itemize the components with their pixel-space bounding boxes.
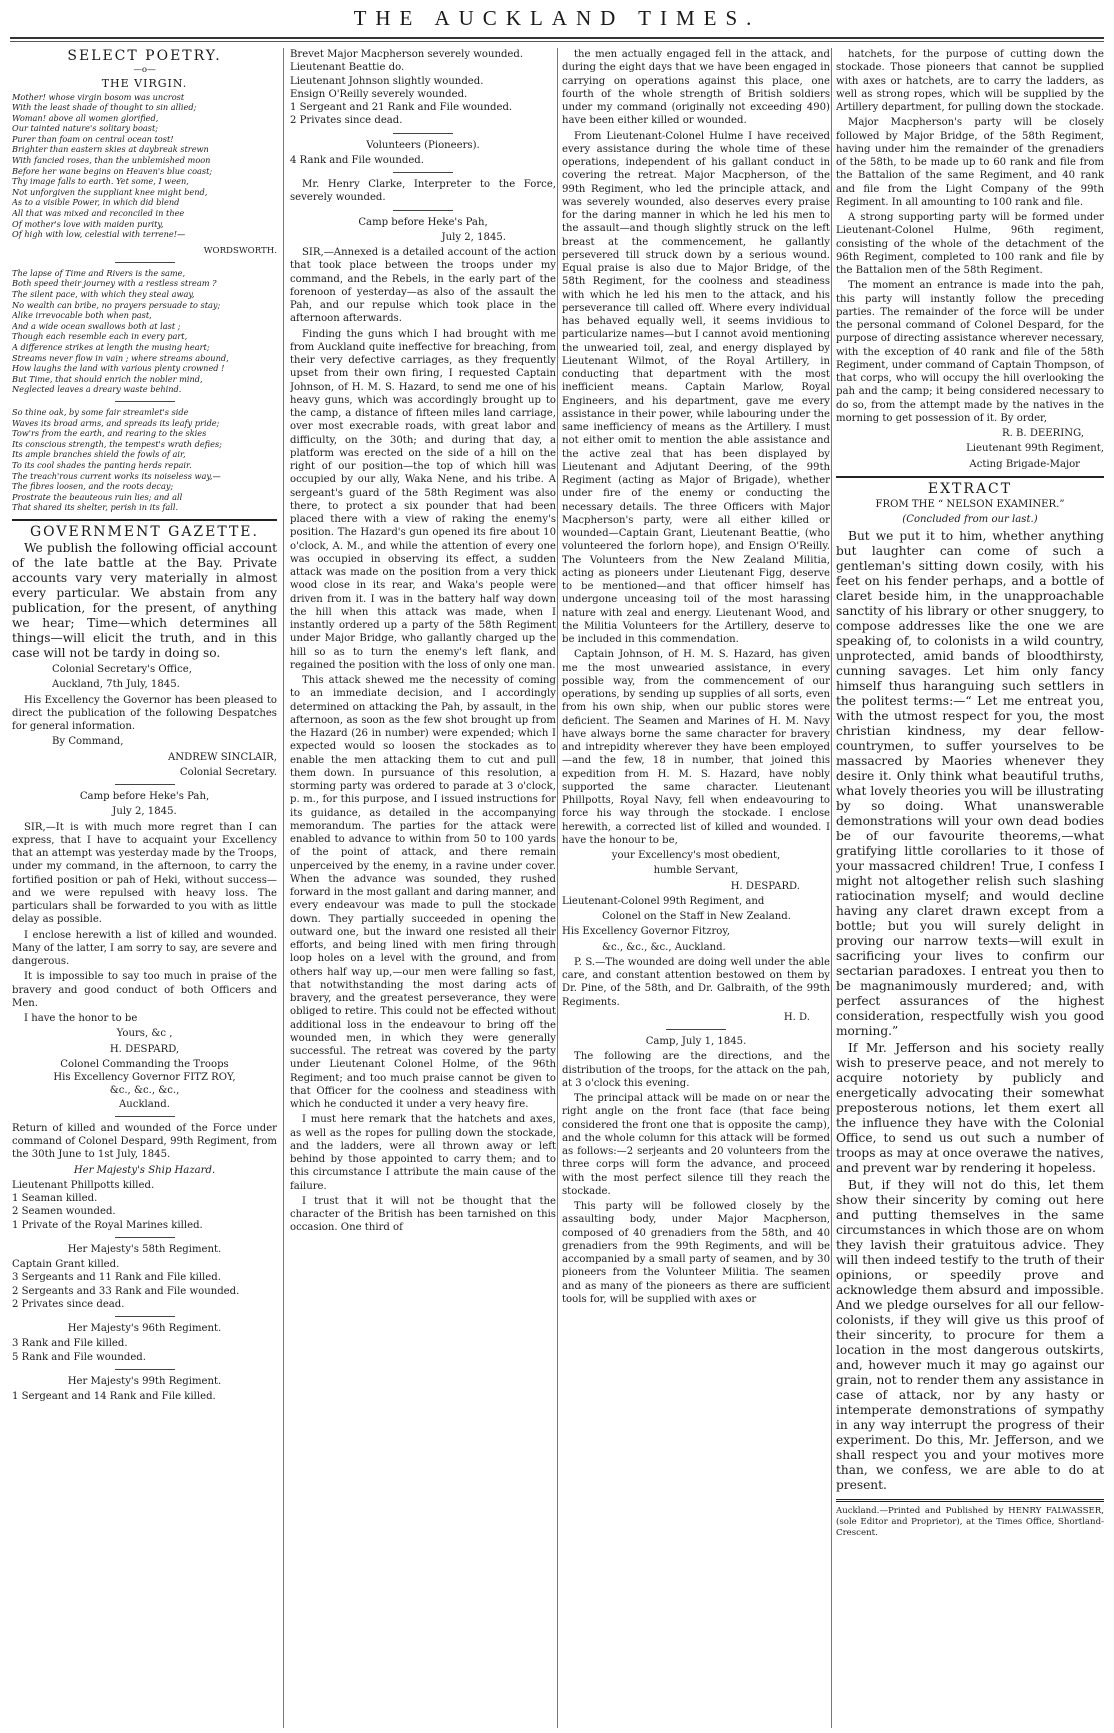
signature-line: &c., &c., &c., Auckland.	[602, 941, 726, 953]
column-divider	[831, 48, 832, 1728]
signatory-title: Lieutenant 99th Regiment,	[966, 443, 1104, 455]
casualty-line: Lieutenant Phillpotts killed.	[12, 1179, 155, 1191]
poem-line: All that was mixed and reconciled in thee	[12, 208, 185, 219]
casualty-line: 1 Sergeant and 14 Rank and File killed.	[12, 1391, 216, 1403]
poem-virgin	[12, 92, 277, 240]
poem-line: Of mother's love with maiden purity,	[12, 218, 164, 229]
poem-line: Its conscious strength, the tempest's wrath defies;	[12, 438, 222, 449]
poem-line: The treach'rous current works its noiseless way,—	[12, 470, 221, 481]
closing: humble Servant,	[653, 865, 739, 877]
poem-line: As to a visible Power, in which did blend	[12, 197, 180, 208]
memorandum-paragraph: The following are the directions, and the distribution of the troops, for the attack on the pah, at 3 o'clock this evening.	[562, 1051, 830, 1089]
despatch-paragraph: From Lieutenant-Colonel Hulme I have received every assistance during the whole time of these operations, independent of his gallant conduct in covering the retreat. Major Macpherson, of the 99th Regiment, who led the principle attack, and was severely wounded, also deserves every praise for the daring manner in which he led his men to the assault—and though slightly struck on the left breast at the commencement, he gallantly persevered till struck down by a serious wound. Equal praise is also due to Major Bridge, of the 58th Regiment, for the coolness and steadiness with which he led his men to the attack, and his perseverance till called off. Where every individual has behaved equally well, it seems invidious to particularize names—but I cannot avoid mentioning the unwearied toil, zeal, and energy displayed by Lieutenant Wilmot, of the Royal Artillery, in conducting that department with the most inefficient means. Captain Marlow, Royal Engineers, and his department, gave me every assistance in their power, while labouring under the same inefficiency of means as the Artillery. I must not either omit to mention the able assistance and the active zeal that has been displayed by Lieutenant and Adjutant Deering, of the 99th Regiment (acting as Major of Brigade), whether under fire of the enemy or conducting the necessary details. The three Officers with Major Macpherson's party, were all either killed or wounded—Captain Grant, Lieutenant Beattie, (who volunteered the forlorn hope), and Ensign O'Reilly. The Volunteers from the New Zealand Militia, acting as pioneers under Lieutenant Figg, deserve to be mentioned—and that officer himself has undergone unceasing toil of the most harassing nature with zeal and energy. Lieutenant Wood, and the Militia Volunteers for the Artillery, deserve to be included in this commendation.	[562, 130, 830, 645]
poem-line: The fibres loosen, and the roots decay;	[12, 481, 174, 492]
signature-line: Colonel Commanding the Troops	[60, 1058, 229, 1070]
casualty-line: Lieutenant Beattie do.	[290, 62, 405, 74]
poem-line: Waves its broad arms, and spreads its leafy pride;	[12, 417, 220, 428]
separator	[115, 784, 175, 785]
casualty-list	[12, 1258, 277, 1311]
select-poetry-heading: SELECT POETRY.	[67, 48, 222, 64]
unit-heading: Her Majesty's Ship Hazard.	[73, 1164, 216, 1176]
signatory: R. B. DEERING,	[1001, 428, 1084, 439]
memorandum-paragraph: Major Macpherson's party will be closely followed by Major Bridge, of the 58th Regiment, having under him the remainder of the grenadiers of the 58th, to be made up to 60 rank and file from the Battalion of the same Regiment, and 40 rank and file from the Light Company of the 99th Regiment. In all amounting to 100 rank and file.	[836, 117, 1104, 208]
memorandum-paragraph: The moment an entrance is made into the pah, this party will instantly follow the preceding parties. The remainder of the force will be under the personal command of Colonel Despard, for the purpose of directing assistance wherever necessary, with the exception of 40 rank and file of the 58th Regiment, under command of Captain Thompson, of that corps, who will occupy the hill overlooking the pah and the camp; it being considered necessary to do so, from the attempt made by the natives in the morning to get possession of it. By order,	[836, 280, 1104, 424]
signature-line: His Excellency Governor FITZ ROY,	[53, 1072, 236, 1084]
poem-line: Woman! above all women glorified,	[12, 112, 159, 123]
separator	[666, 1029, 726, 1030]
poem-line: Streams never flow in vain ; where streams abound,	[12, 352, 229, 363]
separator	[115, 1369, 175, 1370]
casualty-line: 1 Sergeant and 21 Rank and File wounded.	[290, 102, 513, 113]
section-rule	[12, 519, 277, 521]
office-text: His Excellency the Governor has been pleased to direct the publication of the following Despatches for general information.	[12, 694, 277, 733]
poem-line: How laughs the land with various plenty crowned !	[12, 363, 225, 374]
casualty-line: Mr. Henry Clarke, Interpreter to the Force, severely wounded.	[290, 179, 556, 204]
dateline-date: July 2, 1845.	[112, 806, 177, 818]
signatory-title: Colonial Secretary.	[179, 766, 277, 778]
despatch-paragraph: I enclose herewith a list of killed and wounded. Many of the latter, I am sorry to say, are severe and dangerous.	[12, 929, 277, 968]
masthead-title: THE AUCKLAND TIMES.	[353, 6, 761, 30]
dateline: Camp before Heke's Pah,	[79, 791, 210, 803]
despatch-paragraph: I have the honor to be	[24, 1013, 138, 1025]
separator	[393, 133, 453, 134]
poem-line: The lapse of Time and Rivers is the same,	[12, 267, 186, 278]
dateline: Camp, July 1, 1845.	[645, 1036, 747, 1047]
extract-paragraph: But, if they will not do this, let them show their sincerity by coming out here and putting themselves in the same circumstances in which those are on whom they lavish their gratuitous advice. They will then indeed testify to the truth of their opinions, or speedily prove and acknowledge them absurd and impossible. And we pledge ourselves for all our fellow-colonists, if they will give us this proof of their sincerity, to procure for them a location in the most dangerous outskirts, and, however much it may go against our grain, not to render them any assistance in case of attack, nor by any hasty or intemperate demonstrations of sympathy in any way interrupt the progress of their experiment. Do this, Mr. Jefferson, and we shall respect you and your motives more than, we confess, we are able to do at present.	[836, 1177, 1104, 1492]
casualty-line: 1 Seaman killed.	[12, 1193, 98, 1205]
extract-paragraph: If Mr. Jefferson and his society really wish to preserve peace, and not merely to acquire notoriety by publicly and energetically advocating their somewhat preposterous notions, let them exert all the influence they have with the Colonial Office, to send us out such a number of troops as may at once overawe the natives, and prevent war by rendering it hopeless.	[836, 1040, 1104, 1175]
column-1	[12, 48, 277, 1728]
casualty-line: 3 Rank and File killed.	[12, 1338, 128, 1350]
casualty-line: Brevet Major Macpherson severely wounded.	[290, 49, 524, 60]
poem-line: But Time, that should enrich the nobler mind,	[12, 373, 203, 384]
extract-subheading: FROM THE “ NELSON EXAMINER.”	[875, 499, 1065, 510]
postscript: P. S.—The wounded are doing well under the able care, and constant attention bestowed on them by Dr. Pine, of the 58th, and Dr. Galbraith, of the 99th Regiments.	[562, 956, 830, 1008]
column-divider	[283, 48, 284, 1728]
signature-line: Auckland.	[119, 1098, 170, 1110]
ornament: —o—	[133, 65, 156, 76]
dateline-date: July 2, 1845.	[441, 231, 506, 243]
gazette-heading: GOVERNMENT GAZETTE.	[30, 523, 259, 540]
signatory: ANDREW SINCLAIR,	[167, 751, 277, 763]
separator	[393, 210, 453, 211]
poem-author: WORDSWORTH.	[203, 245, 277, 256]
initials: H. D.	[783, 1011, 810, 1023]
despatch-body	[290, 246, 556, 1235]
concluded-note: (Concluded from our last.)	[902, 514, 1038, 526]
despatch-paragraph: Captain Johnson, of H. M. S. Hazard, has given me the most unwearied assistance, in every possible way, from the commencement of our operations, by sending up supplies of all sorts, even from his own ship, when our public stores were deficient. The Seamen and Marines of H. M. Navy have always borne the same character for bravery and intrepidity wherever they have been employed—and the few, 18 in number, that joined this expedition from H. M. S. Hazard, have nobly supported the same character. Lieutenant Phillpotts, Royal Navy, fell when endeavouring to force his way through the stockade. I enclose herewith, a corrected list of killed and wounded. I have the honour to be,	[562, 649, 830, 846]
poem-line: With fancied roses, than the unblemished moon	[12, 155, 211, 166]
poem-title: THE VIRGIN.	[101, 77, 188, 91]
poem-line: No wealth can bribe, no prayers persuade to stay;	[12, 299, 221, 310]
poem-oak	[12, 407, 277, 513]
signature-line: &c., &c., &c.,	[109, 1085, 180, 1097]
poem-line: Purer than foam on central ocean tost!	[12, 133, 174, 144]
casualty-line: Ensign O'Reilly severely wounded.	[290, 88, 468, 100]
casualty-line: 1 Private of the Royal Marines killed.	[12, 1219, 203, 1231]
poem-line: Tow'rs from the earth, and rearing to the skies	[12, 428, 207, 439]
despatch-paragraph: I must here remark that the hatchets and axes, as well as the ropes for pulling down the stockade, and the ladders, were all thrown away or left behind by those appointed to carry them; and to this circumstance I attribute the main cause of the failure.	[290, 1114, 556, 1192]
despatch-paragraph: This attack shewed me the necessity of coming to an immediate decision, and I accordingly determined on attacking the Pah, by assault, in the afternoon, as soon as the few shot brought up from the Hazard (26 in number) were expended; which I expected would so loosen the stockades as to enable the men attacking them to cut and pull them down. In pursuance of this resolution, a storming party was ordered to parade at 3 o'clock, p. m., for this purpose, and I issued instructions for its guidance, as detailed in the accompanying memorandum. The parties for the attack were enabled to advance to within from 50 to 100 yards of the point of attack, and there remain unperceived by the enemy, in a ravine under cover. When the advance was sounded, they rushed forward in the most gallant and daring manner, and every endeavour was made to pull the stockade down. They partially succeeded in opening the outward one, but the inward one resisted all their efforts, and being lined with men firing through loop holes on a level with the ground, and from others half way up,—our men were falling so fast, that notwithstanding the most daring acts of bravery, and the greatest perseverance, they were obliged to retire. This could not be effected without additional loss in the endeavour to bring off the wounded men, in which they were generally successful. The retreat was covered by the party under Lieutenant Colonel Holme, of the 96th Regiment; and too much praise cannot be given to that Officer for the coolness and steadiness with which he conducted it under a very heavy fire.	[290, 675, 556, 1110]
casualty-line: 2 Sergeants and 33 Rank and File wounded.	[12, 1285, 240, 1297]
footer-rule	[836, 1499, 1104, 1502]
column-4	[836, 48, 1104, 1728]
poem-line: And a wide ocean swallows both at last ;	[12, 320, 181, 331]
signature-line: Lieutenant-Colonel 99th Regiment, and	[562, 895, 765, 907]
signatory-title: Acting Brigade-Major	[969, 458, 1080, 470]
masthead-rule-thin	[10, 41, 1104, 42]
poem-line: Before her wane begins on Heaven's blue coast;	[12, 165, 213, 176]
poem-time-rivers	[12, 268, 277, 395]
poem-line: Thy image falls to earth. Yet some, I ween,	[12, 176, 189, 187]
section-rule	[836, 476, 1104, 478]
casualty-list	[290, 48, 556, 128]
closing: your Excellency's most obedient,	[611, 850, 781, 861]
separator	[393, 172, 453, 173]
poem-line: Brighter than eastern skies at daybreak strewn	[12, 144, 209, 155]
memorandum-body	[562, 1050, 830, 1306]
return-text: Return of killed and wounded of the Force under command of Colonel Despard, 99th Regiment, from the 30th June to 1st July, 1845.	[12, 1122, 277, 1161]
despatch-paragraph: the men actually engaged fell in the attack, and during the eight days that we have been engaged in carrying on operations against this place, one fourth of the whole strength of British soldiers under my command (originally not exceeding 490) have been either killed or wounded.	[562, 49, 830, 127]
extract-heading: EXTRACT	[927, 480, 1013, 497]
despatch-paragraph: Finding the guns which I had brought with me from Auckland quite ineffective for breaching, from their very defective carriages, as they frequently upset from their own firing, I requested Captain Johnson, of H. M. S. Hazard, to send me one of his heavy guns, which was accordingly brought up to the camp, a distance of fifteen miles land carriage, over most execrable roads, with great labor and difficulty, on the 30th; and during that day, a platform was erected on the side of a hill on the right of our position—the top of which hill was occupied by our ally, Waka Nene, and his tribe. A sergeant's guard of the 58th Regiment was also there, to protect a six pounder that had been placed there with a view of raking the enemy's position. The Hazard's gun opened its fire about 10 o'clock, A. M., and while the attention of every one was occupied in observing its effect, a sudden attack was made on the position from a very thick wood close in its rear, and Waka's people were driven from it. I was in the battery half way down the hill when this attack was made, when I instantly ordered up a party of the 58th Regiment under Major Bridge, who gallantly charged up the hill so as to turn the enemy's left flank, and regained the position with the loss of only one man.	[290, 328, 556, 671]
poem-line: To its cool shades the panting herds repair.	[12, 459, 192, 470]
poem-line: That shared its shelter, perish in its fall.	[12, 502, 179, 513]
memorandum-body	[836, 48, 1104, 425]
separator	[115, 1237, 175, 1238]
poem-line: With the least shade of thought to sin allied;	[12, 102, 197, 113]
dateline: Camp before Heke's Pah,	[358, 216, 488, 228]
imprint: Auckland.—Printed and Published by HENRY FALWASSER, (sole Editor and Proprietor), at the Times Office, Shortland-Crescent.	[836, 1505, 1104, 1538]
memorandum-paragraph: This party will be followed closely by the assaulting body, under Major Macpherson, composed of 40 grenadiers from the 58th, and 40 grenadiers from the 99th Regiments, and will be accompanied by a small party of seamen, and by 30 pioneers from the Volunteer Militia. The seamen and as many of the pioneers as there are sufficient tools for, will be supplied with axes or	[562, 1201, 830, 1305]
separator	[115, 262, 175, 263]
poem-line: Its ample branches shield the fowls of air,	[12, 449, 186, 460]
casualty-list	[12, 1337, 277, 1364]
casualty-line: Captain Grant killed.	[12, 1259, 120, 1271]
casualty-line: 4 Rank and File wounded.	[290, 154, 424, 166]
unit-heading: Volunteers (Pioneers).	[366, 139, 480, 151]
casualty-line: 2 Privates since dead.	[290, 115, 403, 127]
poem-line: Alike irrevocable both when past,	[12, 310, 152, 321]
separator	[115, 1316, 175, 1317]
signature-line: His Excellency Governor Fitzroy,	[562, 926, 730, 938]
column-divider	[557, 48, 558, 1728]
poem-line: Mother! whose virgin bosom was uncrost	[12, 91, 185, 102]
poem-line: Of high with low, celestial with terrene!—	[12, 229, 186, 240]
poem-line: Not unforgiven the suppliant knee might bend,	[12, 186, 208, 197]
despatch-paragraph: SIR,—It is with much more regret than I can express, that I have to acquaint your Excellency that an attempt was yesterday made by the Troops, under my command, in the afternoon, to carry the fortified position or pah of Heki, without success—and we were repulsed with heavy loss. The particulars shall be forwarded to you with as little delay as possible.	[12, 821, 277, 926]
casualty-line: 2 Privates since dead.	[12, 1298, 125, 1310]
unit-heading: Her Majesty's 99th Regiment.	[67, 1375, 222, 1387]
signatory: H. DESPARD.	[730, 880, 800, 892]
signatory: H. DESPARD,	[109, 1043, 180, 1055]
by-command: By Command,	[52, 736, 124, 748]
poem-line: Neglected leaves a dreary waste behind.	[12, 384, 182, 395]
despatch-body	[562, 48, 830, 847]
memorandum-paragraph: A strong supporting party will be formed under Lieutenant-Colonel Hulme, 96th regiment, consisting of the whole of the detachment of the 96th Regiment, completed to 100 rank and file by the Battalion men of the 58th Regiment.	[836, 212, 1104, 276]
poem-line: The silent pace, with which they steal away,	[12, 289, 195, 299]
casualty-line: 3 Sergeants and 11 Rank and File killed.	[12, 1272, 221, 1284]
unit-heading: Her Majesty's 96th Regiment.	[67, 1323, 222, 1335]
casualty-list	[12, 1179, 277, 1232]
masthead-rule	[10, 37, 1104, 39]
poem-line: Prostrate the beauteous ruin lies; and all	[12, 491, 183, 502]
poem-line: A difference strikes at length the musing heart;	[12, 341, 210, 352]
casualty-line: 5 Rank and File wounded.	[12, 1351, 146, 1363]
casualty-line: 2 Seamen wounded.	[12, 1206, 116, 1218]
casualty-line: Lieutenant Johnson slightly wounded.	[290, 75, 484, 87]
despatch-paragraph: I trust that it will not be thought that the character of the British has been tarnished on this occasion. One third of	[290, 1195, 556, 1234]
poem-line: Our tainted nature's solitary boast;	[12, 123, 159, 134]
extract-body	[836, 529, 1104, 1493]
poem-line: So thine oak, by some fair streamlet's side	[12, 406, 189, 417]
separator	[115, 1116, 175, 1117]
office-line: Colonial Secretary's Office,	[52, 664, 192, 676]
memorandum-paragraph: The principal attack will be made on or near the right angle on the front face (that face being considered the front one that is opposite the camp), and the whole column for this attack will be formed as follows:—2 serjeants and 20 volunteers from the three corps will form the advance, and proceed with the most perfect silence till they reach the stockade.	[562, 1093, 830, 1197]
poem-line: Though each resemble each in every part,	[12, 331, 188, 342]
casualty-list	[12, 1390, 277, 1403]
unit-heading: Her Majesty's 58th Regiment.	[67, 1243, 222, 1255]
memorandum-paragraph: hatchets, for the purpose of cutting down the stockade. Those pioneers that cannot be supplied with axes or hatchets, are to carry the ladders, as well as strong ropes, which will be supplied by the Artillery department, for pulling down the stockade.	[836, 49, 1104, 113]
column-3	[562, 48, 830, 1728]
despatch-paragraph: SIR,—Annexed is a detailed account of the action that took place between the troops under my command, and the Rebels, in the early part of the forenoon of yesterday—as also of the assault the Pah, and our repulse which took place in the afternoon afterwards.	[290, 247, 556, 325]
despatch-paragraph: It is impossible to say too much in praise of the bravery and good conduct of both Officers and Men.	[12, 971, 277, 1009]
separator	[115, 401, 175, 402]
column-2	[290, 48, 556, 1728]
signature-line: Colonel on the Staff in New Zealand.	[602, 911, 791, 922]
poem-line: Both speed their journey with a restless stream ?	[12, 278, 217, 289]
extract-paragraph: But we put it to him, whether anything but laughter can come of such a gentleman's sitting down cosily, with his feet on his fender perhaps, and a bottle of claret beside him, in the unapproachable sanctity of his library or other snuggery, to compose addresses like the one we are speaking of, to colonists in a wild country, unprotected, amid bands of bloodthirsty, cunning savages. Let him only fancy himself thus haranguing such settlers in the politest terms:—“ Let me entreat you, with the utmost respect for you, the most christian kindness, my dear fellow-countrymen, to suffer yourselves to be massacred by Maories whenever they desire it. Only think what beautiful truths, what lovely theories you will be illustrating by so doing. What unanswerable demonstrations will your own dead bodies be of our favourite theorems,—what gratifying little corollaries to it those of your massacred children! True, I confess I might not altogether relish such slashing ratiocination myself; and would decline having any claret drawn except from a bottle; but you will surely delight in proving our narrow texts—will exult in sacrificing your lives to confirm our sectarian paradoxes. I entreat you then to be magnanimously murdered; and, with perfect assurances of the highest consideration, respectfully wish you good morning.”	[836, 528, 1104, 1038]
office-date: Auckland, 7th July, 1845.	[52, 679, 180, 691]
closing: Yours, &c ,	[116, 1028, 173, 1040]
gazette-intro: We publish the following official account of the late battle at the Bay. Private accounts vary very materially in almost every particular. We abstain from any publication, for the present, of anything we hear; Time—which determines all things—will elicit the truth, and in this case will not be tardy in doing so.	[12, 541, 277, 661]
signature-block	[12, 1058, 277, 1111]
